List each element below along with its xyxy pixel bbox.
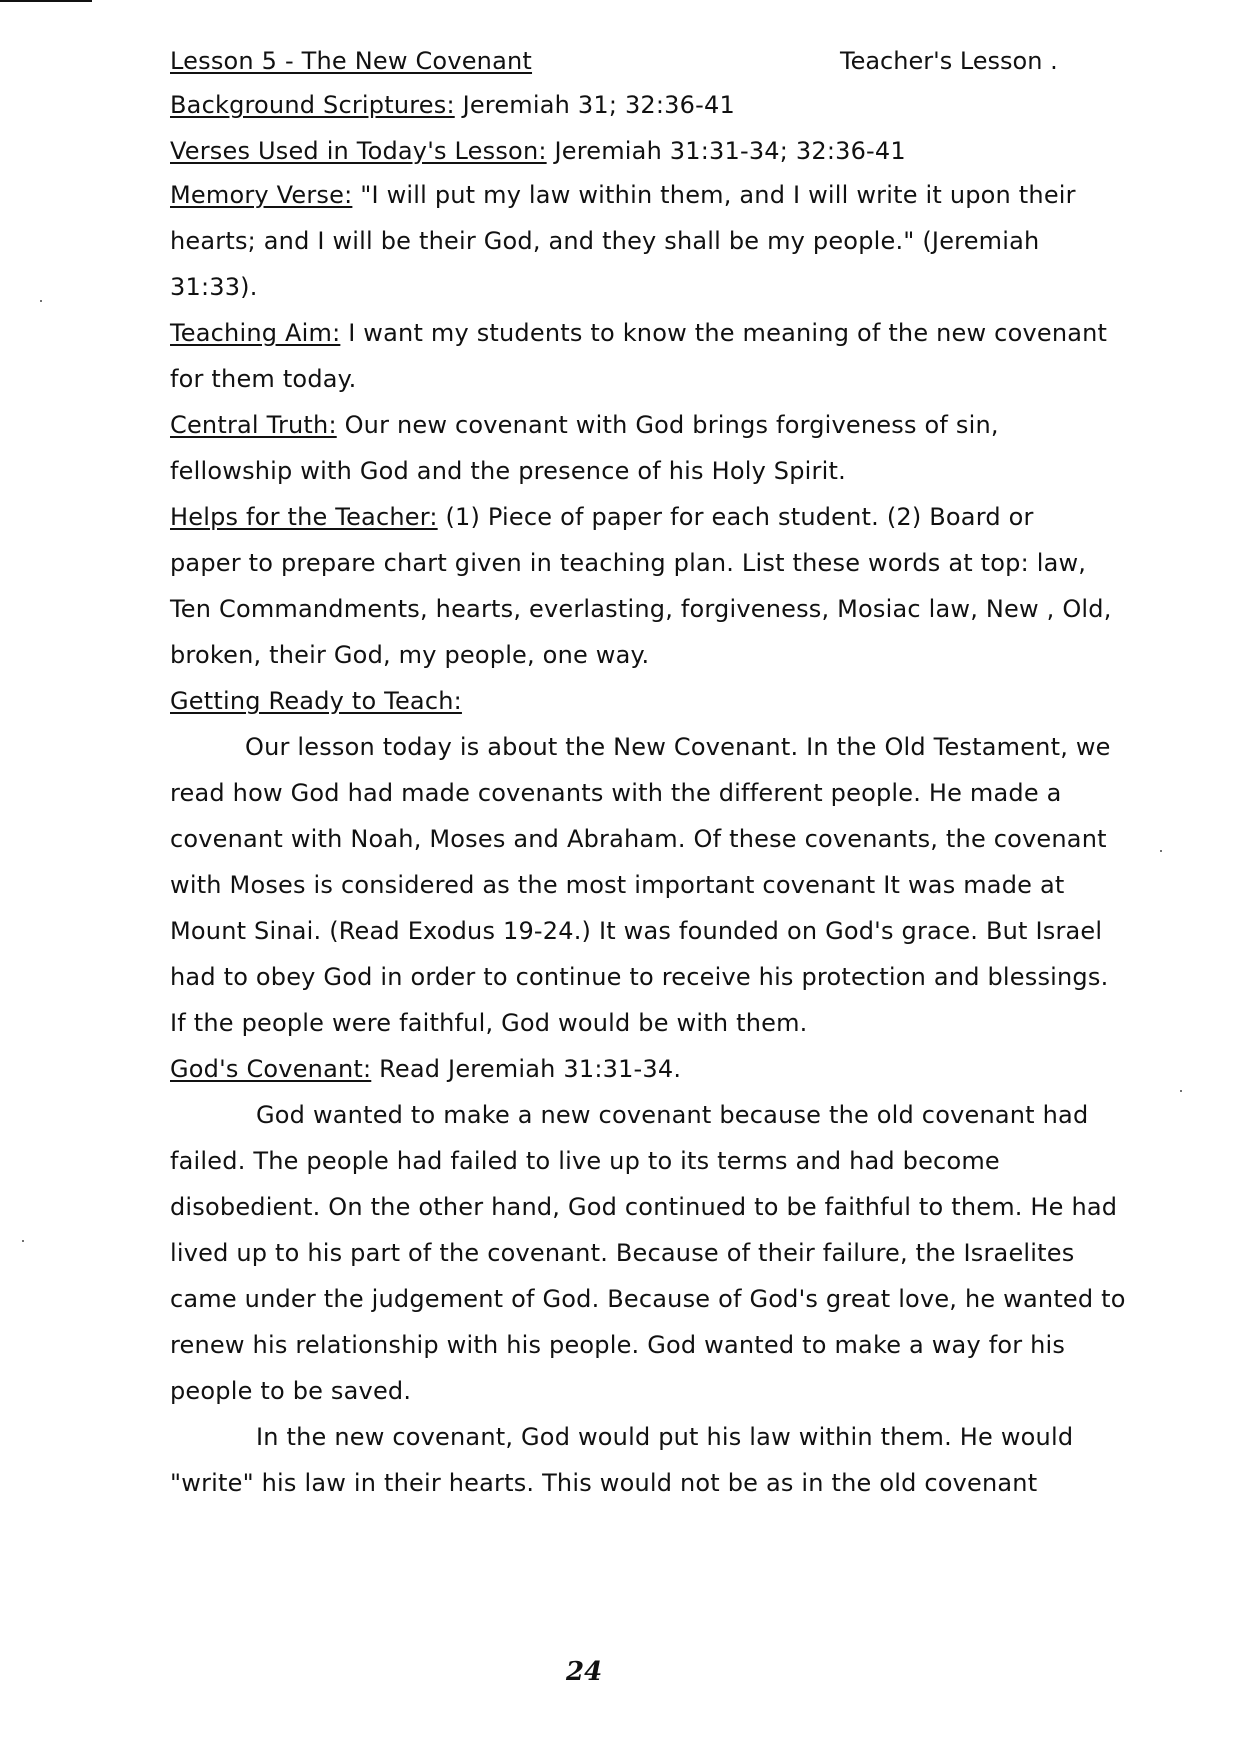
aim-label: Teaching Aim: [170, 319, 341, 347]
truth-line-1 [170, 410, 1070, 440]
aim-text-1: I want my students to know the meaning of the new covenant [340, 319, 1108, 347]
ready-paragraph-line: Mount Sinai. (Read Exodus 19-24.) It was founded on God's grace. But Israel [170, 917, 1103, 945]
scan-speck [1160, 850, 1162, 852]
covenant-paragraph-line: people to be saved. [170, 1377, 412, 1405]
memory-line-2: hearts; and I will be their God, and they shall be my people." (Jeremiah [170, 227, 1040, 255]
ready-label: Getting Ready to Teach: [170, 687, 462, 715]
ready-paragraph-line: read how God had made covenants with the different people. He made a [170, 779, 1062, 807]
verses-line [170, 136, 1070, 166]
aim-line-1 [170, 318, 1108, 348]
memory-text-1: "I will put my law within them, and I will write it upon their [352, 181, 1076, 209]
ready-paragraph-line: had to obey God in order to continue to receive his protection and blessings. [170, 963, 1109, 991]
scan-edge-mark [0, 0, 92, 2]
ready-paragraph-line: Our lesson today is about the New Covenant. In the Old Testament, we [245, 733, 1111, 761]
aim-line-2: for them today. [170, 365, 357, 393]
scan-speck [40, 300, 42, 302]
truth-line-2: fellowship with God and the presence of his Holy Spirit. [170, 457, 846, 485]
truth-text-1: Our new covenant with God brings forgiveness of sin, [336, 411, 999, 439]
covenant-paragraph-line: "write" his law in their hearts. This would not be as in the old covenant [170, 1469, 1038, 1497]
ready-paragraph-line: If the people were faithful, God would be with them. [170, 1009, 808, 1037]
helps-line-1 [170, 502, 1070, 532]
helps-line-4: broken, their God, my people, one way. [170, 641, 650, 669]
helps-line-3: Ten Commandments, hearts, everlasting, forgiveness, Mosiac law, New , Old, [170, 595, 1112, 623]
scan-speck [22, 1240, 24, 1242]
covenant-paragraph-line: God wanted to make a new covenant because the old covenant had [256, 1101, 1089, 1129]
background-line [170, 90, 1070, 120]
covenant-paragraph-line: lived up to his part of the covenant. Because of their failure, the Israelites [170, 1239, 1075, 1267]
memory-label: Memory Verse: [170, 181, 353, 209]
covenant-text: Read Jeremiah 31:31-34. [371, 1055, 682, 1083]
covenant-paragraph-line: failed. The people had failed to live up to its terms and had become [170, 1147, 1000, 1175]
covenant-label: God's Covenant: [170, 1055, 372, 1083]
helps-text-1: (1) Piece of paper for each student. (2) Board or [437, 503, 1034, 531]
ready-heading-line [170, 686, 1070, 716]
covenant-paragraph-line: In the new covenant, God would put his law within them. He would [256, 1423, 1074, 1451]
page-number: 24 [566, 1657, 603, 1687]
memory-line-1 [170, 180, 1076, 210]
truth-label: Central Truth: [170, 411, 337, 439]
verses-label: Verses Used in Today's Lesson: [170, 137, 547, 165]
memory-line-3: 31:33). [170, 273, 258, 301]
scan-speck [1180, 1090, 1182, 1092]
verses-text: Jeremiah 31:31-34; 32:36-41 [546, 137, 906, 165]
ready-paragraph-line: covenant with Noah, Moses and Abraham. Of these covenants, the covenant [170, 825, 1107, 853]
background-label: Background Scriptures: [170, 91, 455, 119]
covenant-heading-line [170, 1054, 1070, 1084]
helps-line-2: paper to prepare chart given in teaching plan. List these words at top: law, [170, 549, 1087, 577]
ready-paragraph-line: with Moses is considered as the most important covenant It was made at [170, 871, 1065, 899]
teacher-lesson-label: Teacher's Lesson . [840, 47, 1058, 75]
helps-label: Helps for the Teacher: [170, 503, 438, 531]
covenant-paragraph-line: disobedient. On the other hand, God continued to be faithful to them. He had [170, 1193, 1118, 1221]
covenant-paragraph-line: came under the judgement of God. Because of God's great love, he wanted to [170, 1285, 1126, 1313]
covenant-paragraph-line: renew his relationship with his people. God wanted to make a way for his [170, 1331, 1066, 1359]
lesson-title: Lesson 5 - The New Covenant [170, 47, 533, 75]
background-text: Jeremiah 31; 32:36-41 [454, 91, 735, 119]
